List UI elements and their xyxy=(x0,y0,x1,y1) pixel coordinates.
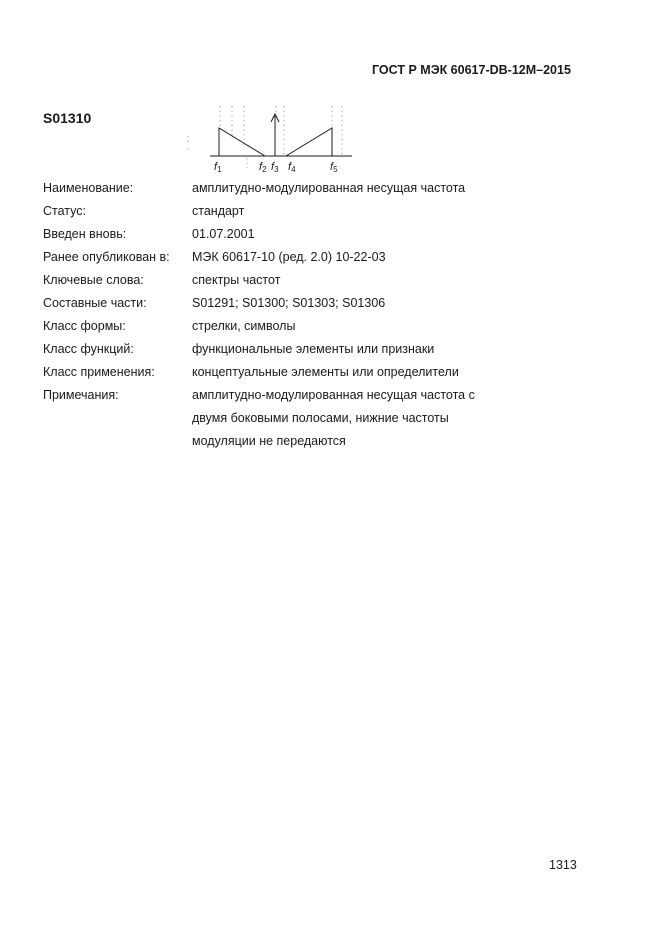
label-f3: f3 xyxy=(271,161,279,174)
field-label: Класс формы: xyxy=(43,319,126,333)
field-value: стрелки, символы xyxy=(192,319,296,333)
notes-line-1: амплитудно-модулированная несущая частота с xyxy=(192,388,475,402)
notes-line-2: двумя боковыми полосами, нижние частоты xyxy=(192,411,449,425)
dotted-guides xyxy=(188,106,342,168)
page-number: 1313 xyxy=(549,858,577,872)
label-f1: f1 xyxy=(214,161,222,174)
field-value: спектры частот xyxy=(192,273,281,287)
field-label: Ранее опубликован в: xyxy=(43,250,170,264)
symbol-drawing xyxy=(180,100,360,180)
spectrum-diagram xyxy=(180,100,360,180)
field-label: Введен вновь: xyxy=(43,227,127,241)
field-label: Класс функций: xyxy=(43,342,134,356)
field-label: Наименование: xyxy=(43,181,134,195)
field-value: функциональные элементы или признаки xyxy=(192,342,435,356)
field-value: МЭК 60617-10 (ред. 2.0) 10-22-03 xyxy=(192,250,386,264)
field-label: Класс применения: xyxy=(43,365,155,379)
field-value: 01.07.2001 xyxy=(192,227,255,241)
field-value: S01291; S01300; S01303; S01306 xyxy=(192,296,386,310)
field-label: Статус: xyxy=(43,204,86,218)
field-value: амплитудно-модулированная несущая частота xyxy=(192,181,466,195)
field-label: Ключевые слова: xyxy=(43,273,144,287)
notes-label: Примечания: xyxy=(43,388,119,402)
notes-line-3: модуляции не передаются xyxy=(192,434,346,448)
lower-sideband xyxy=(219,128,265,156)
label-f4: f4 xyxy=(288,161,296,174)
field-value: концептуальные элементы или определители xyxy=(192,365,459,379)
document-header: ГОСТ Р МЭК 60617-DB-12M–2015 xyxy=(372,63,571,77)
label-f5: f5 xyxy=(330,161,338,174)
upper-sideband xyxy=(286,128,332,156)
label-f2: f2 xyxy=(259,161,267,174)
symbol-code: S01310 xyxy=(43,110,92,126)
field-label: Составные части: xyxy=(43,296,147,310)
field-value: стандарт xyxy=(192,204,245,218)
